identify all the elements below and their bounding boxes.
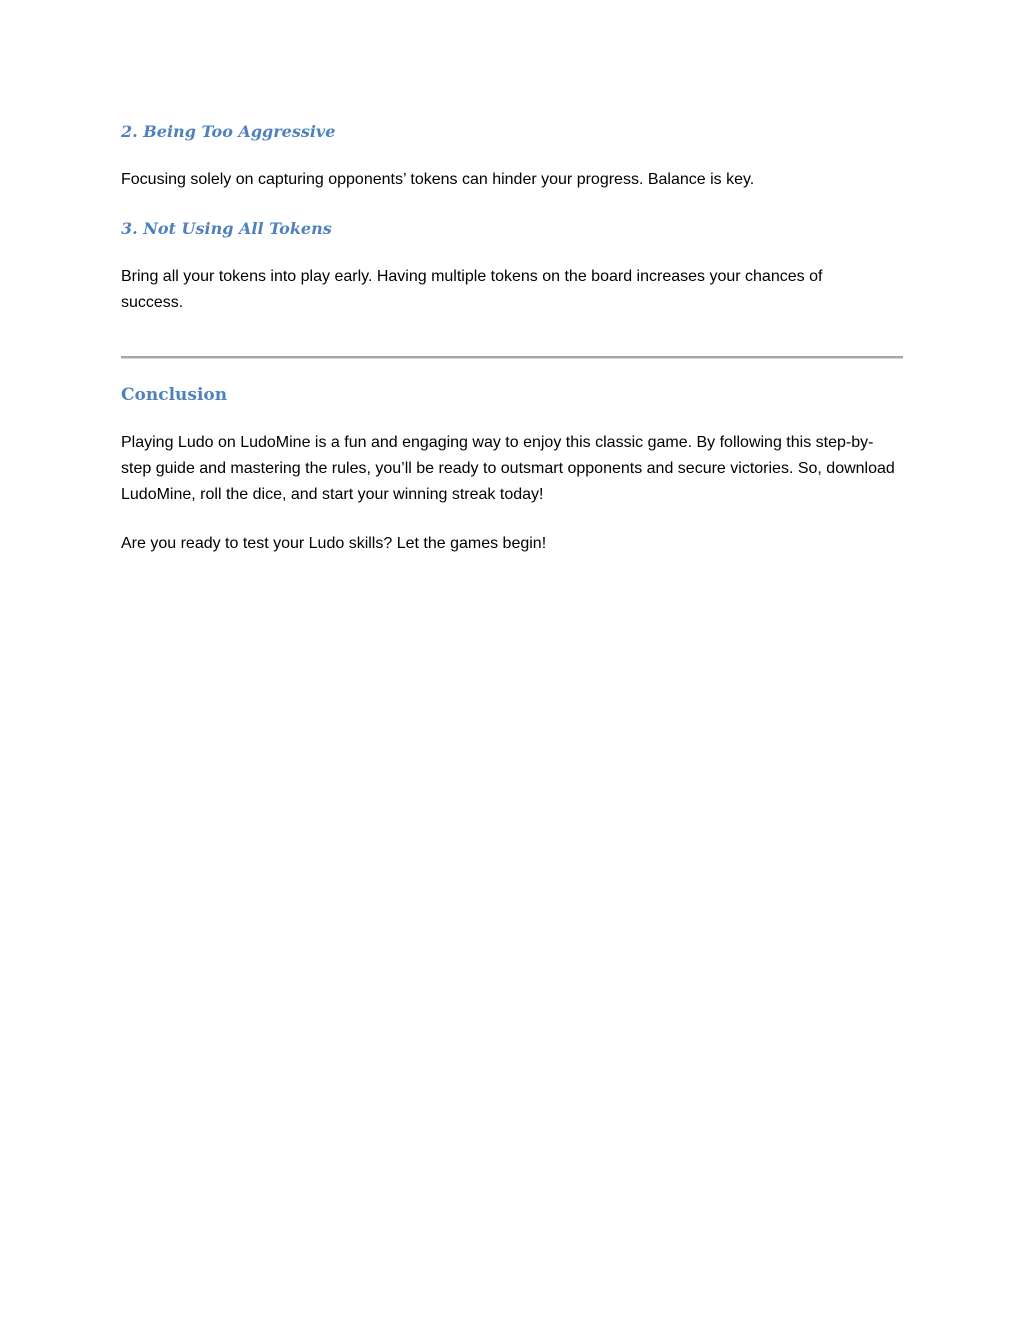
section-heading-being-too-aggressive: 2. Being Too Aggressive: [121, 122, 336, 141]
section-heading-not-using-all-tokens: 3. Not Using All Tokens: [121, 219, 332, 238]
section-paragraph-conclusion: Playing Ludo on LudoMine is a fun and engaging way to enjoy this classic game. By following this step-by-step guide and mastering the rules, you’ll be ready to outsmart opponents and secure victories. So, download LudoMine, roll the dice, and start your winning streak today!: [121, 434, 895, 503]
closing-paragraph: Are you ready to test your Ludo skills? Let the games begin!: [121, 535, 547, 552]
section-paragraph-being-too-aggressive: Focusing solely on capturing opponents’ tokens can hinder your progress. Balance is key.: [121, 171, 755, 188]
section-paragraph-not-using-all-tokens: Bring all your tokens into play early. Having multiple tokens on the board increases your chances of success.: [121, 268, 823, 311]
horizontal-divider: [121, 356, 903, 359]
section-heading-conclusion: Conclusion: [121, 385, 228, 405]
